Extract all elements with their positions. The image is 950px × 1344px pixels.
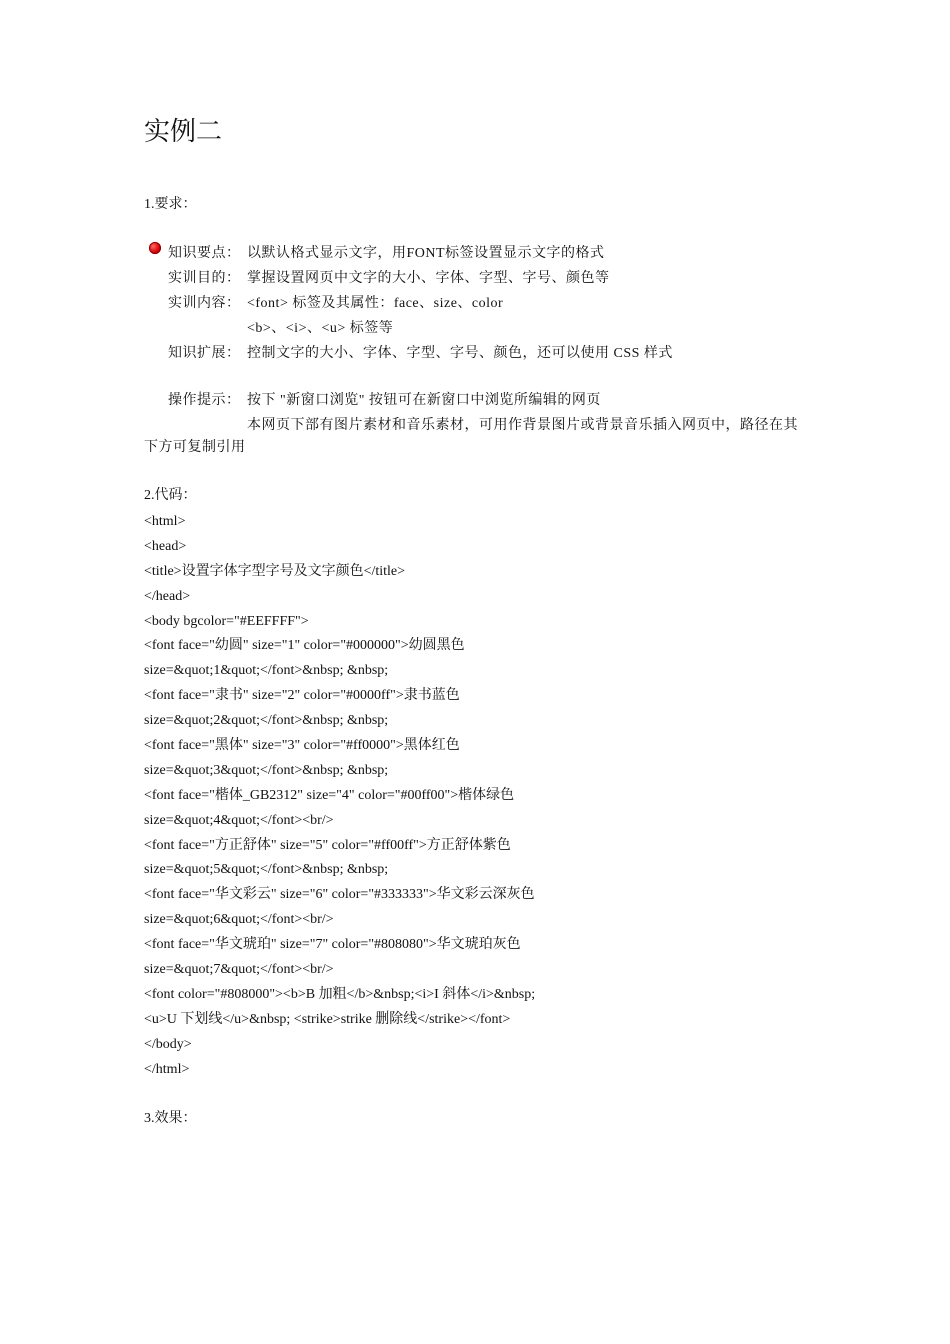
- code-line: <title>设置字体字型字号及文字颜色</title>: [144, 563, 406, 579]
- row-key: 实训目的：: [168, 271, 241, 286]
- row-value: 控制文字的大小、字体、字型、字号、颜色，还可以使用 CSS 样式: [247, 346, 673, 361]
- note-line-2: 下方可复制引用: [144, 440, 246, 455]
- code-line: <font face="楷体_GB2312" size="4" color="#00ff00">楷体绿色: [144, 787, 515, 803]
- row-key: 知识要点：: [168, 246, 241, 261]
- code-line: <font face="华文琥珀" size="7" color="#808080">华文琥珀灰色: [144, 937, 521, 953]
- red-dot-bullet-icon: [149, 242, 161, 254]
- code-line: size=&quot;4&quot;</font><br/>: [144, 812, 334, 828]
- code-line: </body>: [144, 1036, 192, 1052]
- row-value: <font> 标签及其属性：face、size、color: [247, 296, 504, 311]
- code-line: <font color="#808000"><b>B 加粗</b>&nbsp;<i>I 斜体</i>&nbsp;: [144, 986, 536, 1002]
- code-line: <font face="黑体" size="3" color="#ff0000">黑体红色: [144, 738, 460, 754]
- row-value: 按下 "新窗口浏览" 按钮可在新窗口中浏览所编辑的网页: [247, 393, 601, 408]
- row-value: 以默认格式显示文字，用FONT标签设置显示文字的格式: [247, 246, 605, 261]
- note-line-1: 本网页下部有图片素材和音乐素材，可用作背景图片或背景音乐插入网页中，路径在其: [247, 418, 798, 433]
- code-line: <body bgcolor="#EEFFFF">: [144, 613, 309, 629]
- code-listing: [144, 510, 535, 1082]
- code-line: size=&quot;3&quot;</font>&nbsp; &nbsp;: [144, 762, 389, 778]
- code-line: <u>U 下划线</u>&nbsp; <strike>strike 删除线</strike></font>: [144, 1011, 511, 1027]
- row-value: <b>、<i>、<u> 标签等: [247, 321, 394, 336]
- code-line: <head>: [144, 538, 187, 554]
- code-line: </head>: [144, 588, 191, 604]
- code-line: size=&quot;5&quot;</font>&nbsp; &nbsp;: [144, 862, 389, 878]
- code-line: <font face="幼圆" size="1" color="#000000">幼圆黑色: [144, 638, 465, 654]
- code-line: <html>: [144, 514, 186, 529]
- row-key: 知识扩展：: [168, 346, 241, 361]
- code-line: </html>: [144, 1061, 190, 1077]
- code-line: <font face="隶书" size="2" color="#0000ff">隶书蓝色: [144, 688, 460, 704]
- row-key: 操作提示：: [168, 393, 241, 408]
- section-code-label: 2.代码：: [144, 488, 197, 503]
- section-requirements-label: 1.要求：: [144, 197, 197, 212]
- code-line: <font face="方正舒体" size="5" color="#ff00ff">方正舒体紫色: [144, 837, 511, 853]
- code-line: size=&quot;6&quot;</font><br/>: [144, 912, 334, 928]
- row-value: 掌握设置网页中文字的大小、字体、字型、字号、颜色等: [247, 271, 610, 286]
- code-line: <font face="华文彩云" size="6" color="#333333">华文彩云深灰色: [144, 887, 535, 903]
- code-line: size=&quot;1&quot;</font>&nbsp; &nbsp;: [144, 663, 389, 679]
- page-title: 实例二: [144, 117, 223, 146]
- code-line: size=&quot;2&quot;</font>&nbsp; &nbsp;: [144, 713, 389, 729]
- code-line: size=&quot;7&quot;</font><br/>: [144, 962, 334, 978]
- row-key: 实训内容：: [168, 296, 241, 311]
- section-result-label: 3.效果：: [144, 1111, 197, 1126]
